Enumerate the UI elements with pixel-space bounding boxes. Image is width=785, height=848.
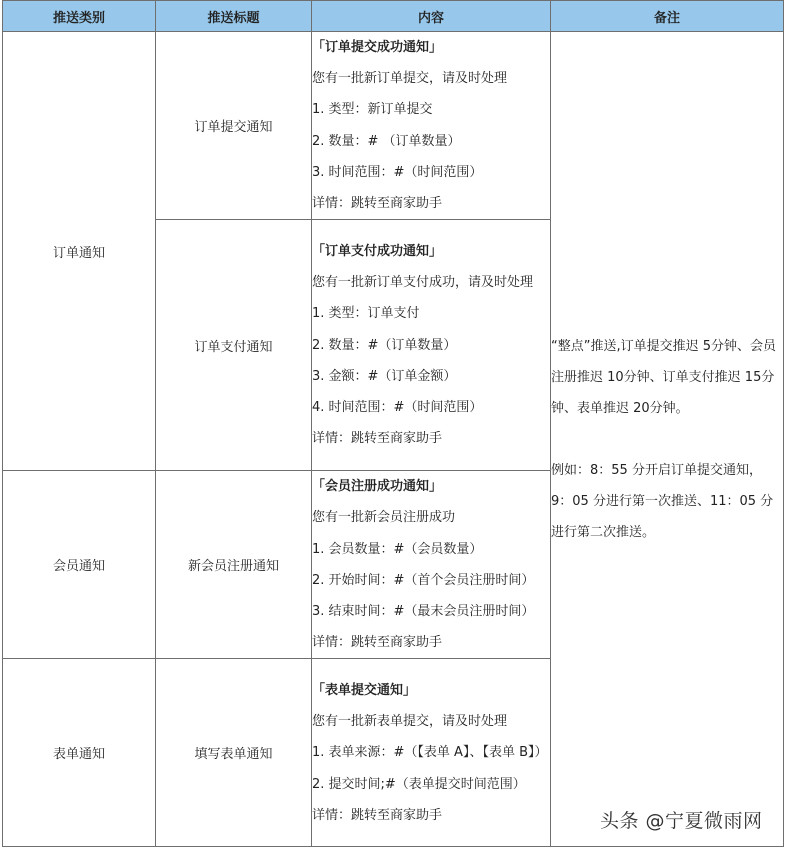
- content-line: 3. 结束时间：#（最末会员注册时间）: [312, 604, 535, 619]
- header-category: 推送类别: [3, 1, 156, 32]
- header-note: 备注: [551, 1, 784, 32]
- content-line: 1. 类型：订单支付: [312, 306, 420, 322]
- content-line: 1. 类型：新订单提交: [312, 102, 433, 118]
- content-line: 1. 会员数量：#（会员数量）: [312, 541, 483, 557]
- content-line: 2. 数量：#（订单数量）: [312, 337, 457, 353]
- note-cell: [551, 32, 784, 847]
- content-order-submit: [312, 32, 551, 220]
- content-line: 3. 金额：#（订单金额）: [312, 368, 457, 384]
- header-title: 推送标题: [156, 1, 312, 32]
- push-notification-table: [2, 0, 784, 847]
- content-line: 3. 时间范围：#（时间范围）: [312, 164, 483, 180]
- content-line: 4. 时间范围：#（时间范围）: [312, 400, 483, 415]
- title-member: 新会员注册通知: [156, 471, 312, 659]
- category-member: 会员通知: [3, 471, 156, 659]
- category-order: 订单通知: [3, 32, 156, 471]
- content-line: 详情：跳转至商家助手: [312, 807, 443, 823]
- header-row: [3, 1, 784, 32]
- content-heading: 「表单提交通知」: [312, 682, 417, 698]
- category-form: 表单通知: [3, 659, 156, 847]
- note-paragraph: 例如：8：55 分开启订单提交通知，9：05 分进行第一次推送、11：05 分进行第二次推送。: [551, 462, 774, 540]
- content-heading: 「会员注册成功通知」: [312, 479, 443, 495]
- content-line: 2. 开始时间：#（首个会员注册时间）: [312, 572, 535, 588]
- content-line: 详情：跳转至商家助手: [312, 431, 443, 447]
- content-line: 您有一批新订单支付成功，请及时处理: [312, 275, 534, 291]
- content-line: 1. 表单来源：#（【表单 A】、【表单 B】）: [312, 745, 548, 761]
- watermark-text: 头条 @宁夏微雨网: [600, 810, 763, 832]
- title-order-pay: 订单支付通知: [156, 220, 312, 471]
- title-order-submit: 订单提交通知: [156, 32, 312, 220]
- content-line: 详情：跳转至商家助手: [312, 196, 443, 211]
- title-form: 填写表单通知: [156, 659, 312, 847]
- content-line: 您有一批新订单提交，请及时处理: [312, 71, 508, 87]
- content-order-pay: [312, 220, 551, 471]
- content-heading: 「订单支付成功通知」: [312, 244, 443, 259]
- table-row: [3, 32, 784, 220]
- content-line: 您有一批新会员注册成功: [312, 510, 456, 526]
- header-content: 内容: [312, 1, 551, 32]
- content-line: 详情：跳转至商家助手: [312, 635, 443, 651]
- content-heading: 「订单提交成功通知」: [312, 40, 443, 55]
- content-line: 2. 数量：# （订单数量）: [312, 133, 461, 149]
- note-paragraph: “整点”推送,订单提交推迟 5分钟、会员注册推迟 10分钟、订单支付推迟 15分钟、表单推迟 20分钟。: [551, 338, 777, 416]
- content-line: 2. 提交时间;#（表单提交时间范围）: [312, 776, 526, 792]
- content-line: 您有一批新表单提交，请及时处理: [312, 714, 508, 730]
- content-form: [312, 659, 551, 847]
- content-member: [312, 471, 551, 659]
